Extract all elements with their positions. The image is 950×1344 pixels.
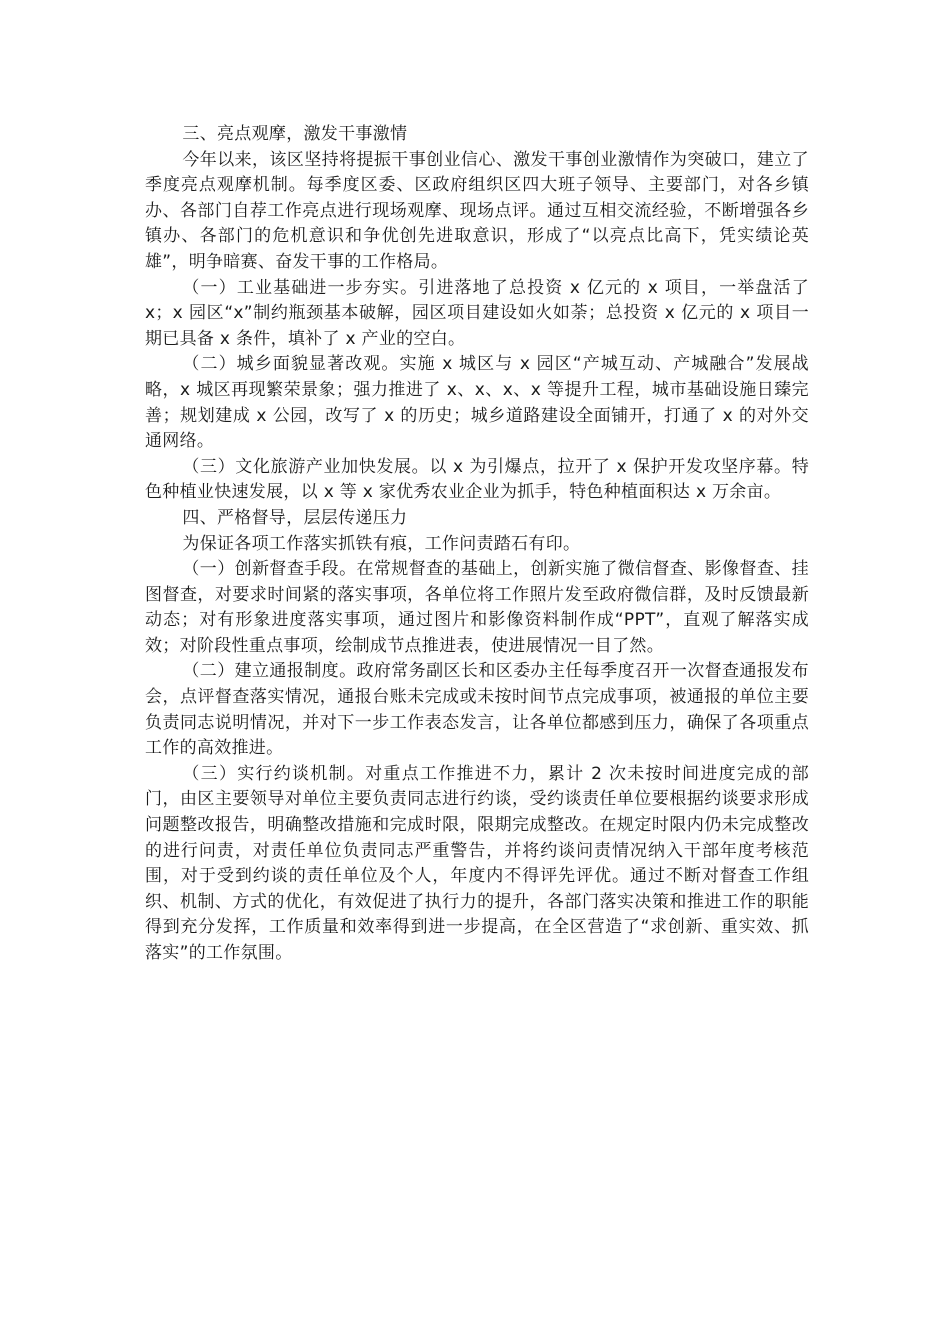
- section-3-heading: 三、亮点观摩，激发干事激情: [182, 124, 408, 144]
- section-4-item-1: （一）创新督查手段。在常规督查的基础上，创新实施了微信督查、影像督查、挂图督查，对要求时间紧的落实事项，各单位将工作照片发至政府微信群，及时反馈最新动态；对有形象进度落实事项，通过图片和影像资料制作成“PPT”，直观了解落实成效；对阶段性重点事项，绘制成节点推进表，使进展情况一目了然。: [145, 559, 809, 656]
- document-body: [145, 122, 809, 967]
- section-4-item-2: （二）建立通报制度。政府常务副区长和区委办主任每季度召开一次督查通报发布会，点评督查落实情况，通报台账未完成或未按时间节点完成事项，被通报的单位主要负责同志说明情况，并对下一步工作表态发言，让各单位都感到压力，确保了各项重点工作的高效推进。: [145, 661, 809, 759]
- section-3-item-2: （二）城乡面貌显著改观。实施 x 城区与 x 园区“产城互动、产城融合”发展战略，x 城区再现繁荣景象；强力推进了 x、x、x、x 等提升工程，城市基础设施日臻完善；规划建成 x 公园，改写了 x 的历史；城乡道路建设全面铺开，打通了 x 的对外交通网络。: [145, 354, 809, 452]
- section-3-item-1: （一）工业基础进一步夯实。引进落地了总投资 x 亿元的 x 项目，一举盘活了 x；x 园区“x”制约瓶颈基本破解，园区项目建设如火如荼；总投资 x 亿元的 x 项目一期已具备 x 条件，填补了 x 产业的空白。: [145, 277, 809, 349]
- section-3-intro: 今年以来，该区坚持将提振干事创业信心、激发干事创业激情作为突破口，建立了季度亮点观摩机制。每季度区委、区政府组织区四大班子领导、主要部门，对各乡镇办、各部门自荐工作亮点进行现场观摩、现场点评。通过互相交流经验，不断增强各乡镇办、各部门的危机意识和争优创先进取意识，形成了“以亮点比高下，凭实绩论英雄”，明争暗赛、奋发干事的工作格局。: [145, 149, 809, 272]
- section-4-item-3: （三）实行约谈机制。对重点工作推进不力，累计 2 次未按时间进度完成的部门，由区主要领导对单位主要负责同志进行约谈，受约谈责任单位要根据约谈要求形成问题整改报告，明确整改措施和完成时限，限期完成整改。在规定时限内仍未完成整改的进行问责，对责任单位负责同志严重警告，并将约谈问责情况纳入干部年度考核范围，对于受到约谈的责任单位及个人，年度内不得评先评优。通过不断对督查工作组织、机制、方式的优化，有效促进了执行力的提升，各部门落实决策和推进工作的职能得到充分发挥，工作质量和效率得到进一步提高，在全区营造了“求创新、重实效、抓落实”的工作氛围。: [145, 763, 809, 963]
- section-3-item-3: （三）文化旅游产业加快发展。以 x 为引爆点，拉开了 x 保护开发攻坚序幕。特色种植业快速发展，以 x 等 x 家优秀农业企业为抓手，特色种植面积达 x 万余亩。: [145, 456, 809, 503]
- section-4-heading: 四、严格督导，层层传递压力: [182, 507, 408, 528]
- section-4-intro: 为保证各项工作落实抓铁有痕，工作问责踏石有印。: [182, 533, 581, 554]
